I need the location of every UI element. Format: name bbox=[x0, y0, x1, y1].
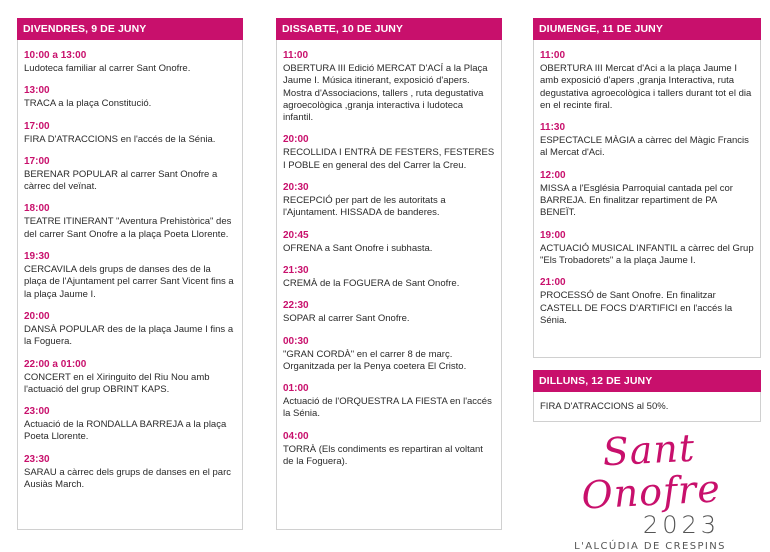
event-desc: PROCESSÓ de Sant Onofre. En finalitzar CASTELL DE FOCS D'ARTIFICI en l'accés la Sénia. bbox=[540, 290, 733, 326]
friday-header: DIVENDRES, 9 DE JUNY bbox=[17, 18, 243, 40]
saturday-header: DISSABTE, 10 DE JUNY bbox=[276, 18, 502, 40]
friday-events bbox=[18, 49, 242, 491]
event-time: 13:00 bbox=[24, 85, 50, 97]
event-desc: ACTUACIÓ MUSICAL INFANTIL a càrrec del Grup "Els Trobadorets" a la plaça Jaume I. bbox=[540, 242, 754, 266]
event-time: 20:30 bbox=[283, 182, 309, 194]
event-time: 20:45 bbox=[283, 229, 309, 241]
event-time: 11:00 bbox=[540, 50, 566, 61]
event-time: 17:00 bbox=[24, 120, 50, 132]
event-item bbox=[283, 229, 495, 255]
sunday-header: DIUMENGE, 11 DE JUNY bbox=[533, 18, 761, 40]
event-desc: RECEPCIÓ per part de les autoritats a l'Ajuntament. HISSADA de banderes. bbox=[283, 195, 446, 219]
event-item bbox=[540, 121, 754, 160]
event-time: 17:00 bbox=[24, 155, 50, 167]
event-item bbox=[24, 202, 236, 241]
saturday-events bbox=[277, 49, 501, 468]
event-item bbox=[540, 276, 754, 327]
event-time: 21:30 bbox=[283, 264, 309, 276]
event-item bbox=[24, 250, 236, 301]
event-item bbox=[24, 49, 236, 75]
event-time: 18:00 bbox=[24, 203, 50, 215]
event-item bbox=[283, 181, 495, 220]
event-desc: BERENAR POPULAR al carrer Sant Onofre a càrrec del veïnat. bbox=[24, 168, 218, 193]
event-desc: OBERTURA III Mercat d'Aci a la plaça Jaume I amb exposició d'apers ,granja Interactiva, ruta degustativa agroecològica i tallers durant tot el dia en el recinte firal. bbox=[540, 63, 752, 111]
event-time: 21:00 bbox=[540, 277, 566, 289]
event-time: 11:00 bbox=[283, 50, 309, 61]
event-item bbox=[283, 49, 495, 124]
logo-town: L'ALCÚDIA DE CRESPINS bbox=[574, 541, 726, 552]
event-time: 20:00 bbox=[24, 310, 50, 322]
event-desc: OBERTURA III Edició MERCAT D'ACÍ a la Plaça Jaume I. Música itinerant, exposició d'apers. Mostra d'Associacions, tallers , ruta degustativa agroecològica ,granja interactiva i ludoteca infantil. bbox=[283, 63, 488, 124]
event-time: 12:00 bbox=[540, 169, 566, 181]
event-desc: DANSÀ POPULAR des de la plaça Jaume I fins a la Foguera. bbox=[24, 323, 234, 348]
event-desc: TEATRE ITINERANT "Aventura Prehistòrica" des del carrer Sant Onofre a la plaça Poeta Llorente. bbox=[24, 216, 232, 240]
event-desc: FIRA D'ATRACCIONS al 50%. bbox=[540, 401, 669, 412]
festival-logo bbox=[540, 425, 760, 552]
event-item bbox=[283, 335, 495, 374]
event-desc: TRACA a la plaça Constitució. bbox=[24, 98, 152, 110]
event-time: 23:30 bbox=[24, 453, 50, 465]
event-desc: RECOLLIDA I ENTRÀ DE FESTERS, FESTERES I POBLE en general des del Carrer la Creu. bbox=[283, 147, 495, 171]
event-desc: SOPAR al carrer Sant Onofre. bbox=[283, 313, 410, 325]
event-desc: ESPECTACLE MÀGIA a càrrec del Màgic Francis al Mercat d'Aci. bbox=[540, 135, 749, 159]
event-item bbox=[540, 229, 754, 268]
event-item bbox=[283, 299, 495, 325]
event-item bbox=[24, 310, 236, 349]
event-time: 19:00 bbox=[540, 229, 566, 241]
event-desc: CONCERT en el Xiringuito del Riu Nou amb l'actuació del grup OBRINT KAPS. bbox=[24, 371, 210, 395]
event-time: 11:30 bbox=[540, 122, 566, 134]
event-desc: FIRA D'ATRACCIONS en l'accés de la Sénia. bbox=[24, 133, 216, 145]
event-time: 23:00 bbox=[24, 406, 50, 418]
event-time: 04:00 bbox=[283, 430, 309, 442]
event-desc: TORRÀ (Els condiments es repartiran al voltant de la Foguera). bbox=[283, 443, 483, 468]
event-desc: Ludoteca familiar al carrer Sant Onofre. bbox=[24, 63, 191, 74]
event-desc: Actuació de l'ORQUESTRA LA FIESTA en l'accés la Sénia. bbox=[283, 396, 492, 420]
event-item bbox=[283, 382, 495, 421]
sunday-column bbox=[533, 18, 761, 358]
event-item bbox=[283, 430, 495, 469]
event-desc: CREMÀ de la FOGUERA de Sant Onofre. bbox=[283, 277, 460, 289]
event-time: 10:00 a 13:00 bbox=[24, 50, 87, 61]
event-time: 00:30 bbox=[283, 335, 309, 347]
event-item bbox=[24, 358, 236, 397]
event-desc: SARAU a càrrec dels grups de danses en el parc Ausiàs March. bbox=[24, 466, 231, 491]
event-item bbox=[283, 133, 495, 172]
event-item bbox=[540, 49, 754, 112]
event-desc: MISSA a l'Església Parroquial cantada pel cor BARREJA. En finalitzar repartiment de PA BENEÏT. bbox=[540, 182, 733, 219]
saturday-column bbox=[276, 18, 502, 530]
event-desc: OFRENA a Sant Onofre i subhasta. bbox=[283, 242, 433, 254]
friday-column bbox=[17, 18, 243, 530]
monday-header: DILLUNS, 12 DE JUNY bbox=[533, 370, 761, 392]
monday-box bbox=[533, 370, 761, 422]
event-time: 01:00 bbox=[283, 383, 309, 395]
event-time: 22:30 bbox=[283, 300, 309, 312]
event-desc: Actuació de la RONDALLA BARREJA a la plaça Poeta Llorente. bbox=[24, 419, 227, 443]
event-item bbox=[24, 405, 236, 444]
event-time: 22:00 a 01:00 bbox=[24, 358, 87, 370]
event-desc: "GRAN CORDÀ" en el carrer 8 de març. Organitzada per la Penya coetera El Cristo. bbox=[283, 348, 467, 372]
logo-title: Sant Onofre bbox=[580, 425, 722, 518]
event-item bbox=[24, 120, 236, 146]
event-item bbox=[24, 84, 236, 110]
event-item bbox=[24, 453, 236, 492]
sunday-events bbox=[534, 49, 760, 327]
event-item bbox=[540, 169, 754, 220]
logo-year: 2023 bbox=[642, 511, 720, 539]
event-time: 20:00 bbox=[283, 134, 309, 146]
event-item bbox=[283, 264, 495, 290]
event-desc: CERCAVILA dels grups de danses des de la plaça de l'Ajuntament pel carrer Sant Vicent fins a la plaça Jaume I. bbox=[24, 264, 234, 300]
event-time: 19:30 bbox=[24, 251, 50, 263]
event-item bbox=[24, 155, 236, 194]
